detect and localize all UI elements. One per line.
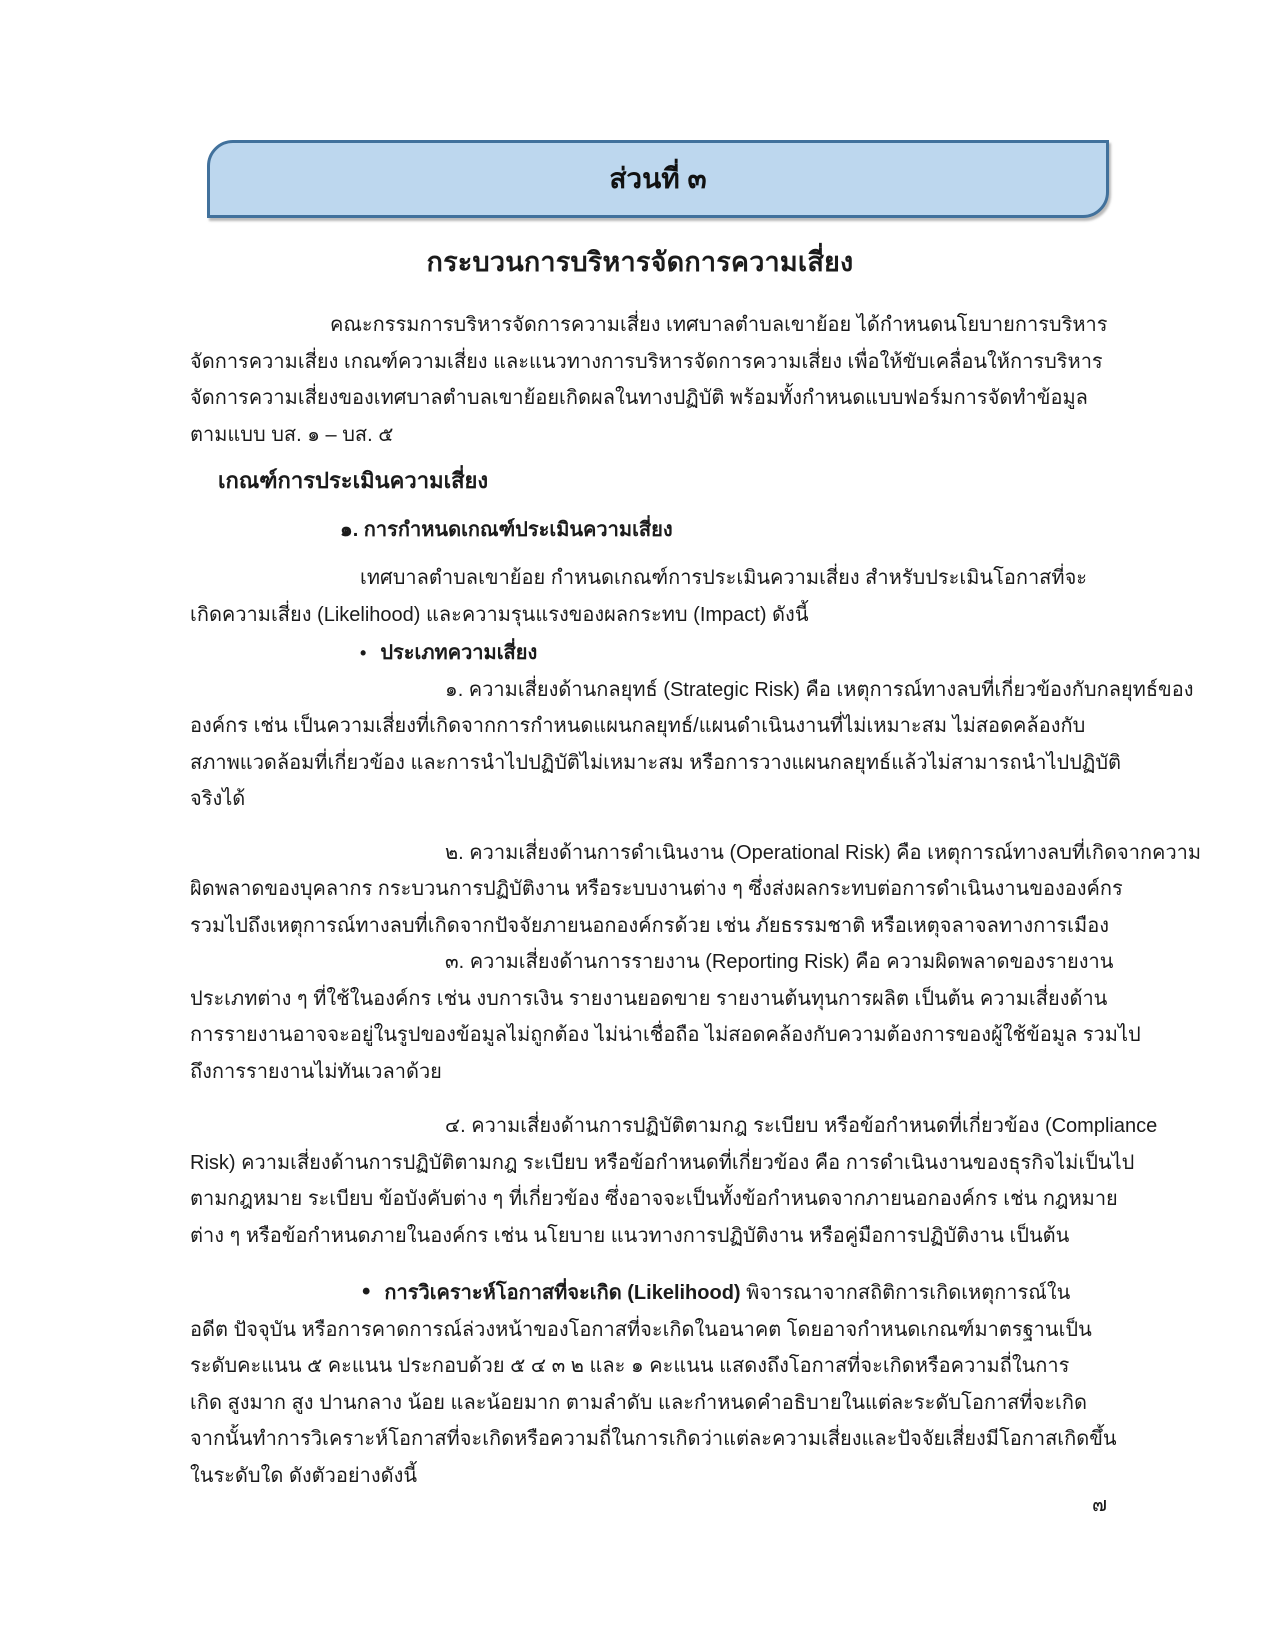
text-segment: องค์กร เช่น เป็นความเสี่ยงที่เกิดจากการกำหนดแผนกลยุทธ์/แผนดำเนินงานที่ไม่เหมาะสม ไม่สอดคล้องกับ bbox=[190, 715, 1086, 737]
text-segment: ๑. การกำหนดเกณฑ์ประเมินความเสี่ยง bbox=[340, 518, 673, 541]
text-segment: สภาพแวดล้อมที่เกี่ยวข้อง และการนำไปปฏิบัติไม่เหมาะสม หรือการวางแผนกลยุทธ์แล้วไม่สามารถนำไปปฏิบัติ bbox=[190, 751, 1122, 774]
bullet-icon: • bbox=[362, 1278, 371, 1305]
text-segment: ถึงการรายงานไม่ทันเวลาด้วย bbox=[190, 1060, 442, 1083]
risk-type-1-line-4 bbox=[190, 781, 1090, 818]
bullet-likelihood-line-1 bbox=[190, 1274, 1090, 1312]
part-header-box bbox=[207, 140, 1109, 218]
text-segment: ประเภทความเสี่ยง bbox=[380, 642, 538, 664]
text-segment: รวมไปถึงเหตุการณ์ทางลบที่เกิดจากปัจจัยภายนอกองค์กรด้วย เช่น ภัยธรรมชาติ หรือเหตุจลาจลทางการเมือง bbox=[190, 914, 1109, 937]
risk-type-1-line-2 bbox=[190, 708, 1090, 745]
text-segment: พิจารณาจากสถิติการเกิดเหตุการณ์ใน bbox=[740, 1282, 1071, 1304]
risk-type-3-line-2 bbox=[190, 981, 1108, 1018]
risk-type-4-line-2 bbox=[190, 1145, 1135, 1182]
text-segment: ในระดับใด ดังตัวอย่างดังนี้ bbox=[190, 1464, 418, 1487]
intro-line-1 bbox=[190, 307, 1108, 344]
bullet-icon: • bbox=[360, 643, 367, 663]
risk-type-1-line-1 bbox=[190, 672, 1194, 709]
likelihood-line-4 bbox=[190, 1385, 1090, 1422]
risk-type-3-line-4 bbox=[190, 1054, 1090, 1091]
text-segment: ๔. ความเสี่ยงด้านการปฏิบัติตามกฎ ระเบียบ หรือข้อกำหนดที่เกี่ยวข้อง (Compliance bbox=[445, 1115, 1158, 1137]
text-segment: อดีต ปัจจุบัน หรือการคาดการณ์ล่วงหน้าของโอกาสที่จะเกิดในอนาคต โดยอาจกำหนดเกณฑ์มาตรฐานเป็น bbox=[190, 1318, 1092, 1341]
text-segment: ผิดพลาดของบุคลากร กระบวนการปฏิบัติงาน หรือระบบงานต่าง ๆ ซึ่งส่งผลกระทบต่อการดำเนินงานขององค์กร bbox=[190, 878, 1123, 900]
risk-type-2-line-2 bbox=[190, 871, 1123, 908]
intro-line-3 bbox=[190, 380, 1090, 417]
bullet-risk-types bbox=[190, 635, 1090, 672]
intro-line-4 bbox=[190, 417, 1090, 454]
criteria-line-2 bbox=[190, 597, 1090, 634]
document-title: กระบวนการบริหารจัดการความเสี่ยง bbox=[426, 247, 854, 277]
intro-line-2 bbox=[190, 344, 1103, 381]
text-segment: เกิดความเสี่ยง (Likelihood) และความรุนแรงของผลกระทบ (Impact) ดังนี้ bbox=[190, 603, 809, 626]
text-segment: Risk) ความเสี่ยงด้านการปฏิบัติตามกฎ ระเบียบ หรือข้อกำหนดที่เกี่ยวข้อง คือ การดำเนินงานของธุรกิจไม่เป็นไป bbox=[190, 1151, 1135, 1174]
text-segment: ๒. ความเสี่ยงด้านการดำเนินงาน (Operational Risk) คือ เหตุการณ์ทางลบที่เกิดจากความ bbox=[445, 841, 1202, 864]
risk-type-3-line-1 bbox=[190, 944, 1114, 981]
text-segment: เทศบาลตำบลเขาย้อย กำหนดเกณฑ์การประเมินความเสี่ยง สำหรับประเมินโอกาสที่จะ bbox=[360, 567, 1088, 589]
text-segment: ตามกฎหมาย ระเบียบ ข้อบังคับต่าง ๆ ที่เกี่ยวข้อง ซึ่งอาจจะเป็นทั้งข้อกำหนดจากภายนอกองค์กร เช่น กฎหมาย bbox=[190, 1188, 1118, 1210]
likelihood-line-6 bbox=[190, 1458, 1090, 1495]
likelihood-line-5 bbox=[190, 1421, 1117, 1458]
text-segment: ต่าง ๆ หรือข้อกำหนดภายในองค์กร เช่น นโยบาย แนวทางการปฏิบัติงาน หรือคู่มือการปฏิบัติงาน เป็นต้น bbox=[190, 1224, 1070, 1247]
text-segment: จัดการความเสี่ยงของเทศบาลตำบลเขาย้อยเกิดผลในทางปฏิบัติ พร้อมทั้งกำหนดแบบฟอร์มการจัดทำข้อมูล bbox=[190, 387, 1088, 409]
text-segment: ระดับคะแนน ๕ คะแนน ประกอบด้วย ๕ ๔ ๓ ๒ และ ๑ คะแนน แสดงถึงโอกาสที่จะเกิดหรือความถี่ในการ bbox=[190, 1355, 1070, 1377]
section-heading-risk-criteria bbox=[190, 463, 1090, 500]
likelihood-line-2 bbox=[190, 1312, 1090, 1349]
text-segment: จริงได้ bbox=[190, 788, 246, 810]
risk-type-3-line-3 bbox=[190, 1017, 1141, 1054]
criteria-line-1 bbox=[190, 560, 1090, 597]
text-segment: การรายงานอาจจะอยู่ในรูปของข้อมูลไม่ถูกต้อง ไม่น่าเชื่อถือ ไม่สอดคล้องกับความต้องการของผู้ใช้ข้อมูล รวมไป bbox=[190, 1024, 1141, 1046]
text-segment: เกณฑ์การประเมินความเสี่ยง bbox=[218, 468, 489, 493]
text-segment: เกิด สูงมาก สูง ปานกลาง น้อย และน้อยมาก ตามลำดับ และกำหนดคำอธิบายในแต่ละระดับโอกาสที่จะเกิด bbox=[190, 1391, 1087, 1414]
text-segment: ๓. ความเสี่ยงด้านการรายงาน (Reporting Risk) คือ ความผิดพลาดของรายงาน bbox=[445, 951, 1114, 973]
risk-type-1-line-3 bbox=[190, 745, 1122, 782]
page-number: ๗ bbox=[1092, 1494, 1108, 1516]
risk-type-4-line-4 bbox=[190, 1218, 1090, 1255]
text-segment: คณะกรรมการบริหารจัดการความเสี่ยง เทศบาลตำบลเขาย้อย ได้กำหนดนโยบายการบริหาร bbox=[330, 314, 1108, 336]
document-body-lines bbox=[190, 307, 1202, 1494]
text-segment: จากนั้นทำการวิเคราะห์โอกาสที่จะเกิดหรือความถี่ในการเกิดว่าแต่ละความเสี่ยงและปัจจัยเสี่ยงมีโอกาสเกิดขึ้น bbox=[190, 1428, 1117, 1450]
text-segment: การวิเคราะห์โอกาสที่จะเกิด (Likelihood) bbox=[384, 1282, 741, 1304]
subheading-1-define-criteria bbox=[190, 512, 1090, 549]
part-header-label: ส่วนที่ ๓ bbox=[609, 163, 707, 194]
text-segment: จัดการความเสี่ยง เกณฑ์ความเสี่ยง และแนวทางการบริหารจัดการความเสี่ยง เพื่อให้ขับเคลื่อนให้การบริหาร bbox=[190, 350, 1103, 373]
document-content bbox=[190, 240, 1202, 1494]
text-segment: ๑. ความเสี่ยงด้านกลยุทธ์ (Strategic Risk) คือ เหตุการณ์ทางลบที่เกี่ยวข้องกับกลยุทธ์ของ bbox=[445, 678, 1194, 701]
risk-type-2-line-1 bbox=[190, 835, 1202, 872]
risk-type-4-line-3 bbox=[190, 1181, 1118, 1218]
likelihood-line-3 bbox=[190, 1348, 1090, 1385]
text-segment: ประเภทต่าง ๆ ที่ใช้ในองค์กร เช่น งบการเงิน รายงานยอดขาย รายงานต้นทุนการผลิต เป็นต้น ความเสี่ยงด้าน bbox=[190, 987, 1108, 1010]
risk-type-2-line-3 bbox=[190, 908, 1109, 945]
text-segment: ตามแบบ บส. ๑ – บส. ๕ bbox=[190, 423, 394, 446]
risk-type-4-line-1 bbox=[190, 1108, 1158, 1145]
